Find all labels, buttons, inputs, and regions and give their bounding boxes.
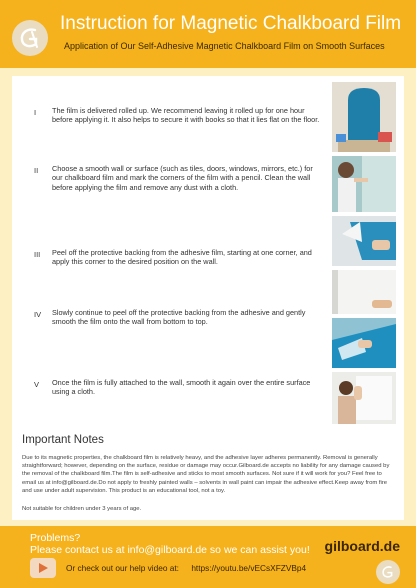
step-number: II xyxy=(34,166,39,175)
header-banner xyxy=(0,0,416,68)
instruction-card xyxy=(12,76,404,520)
rolled-film-photo xyxy=(332,82,396,152)
step-6-photo-row xyxy=(12,372,404,424)
step-3 xyxy=(12,216,404,266)
notes-age-warning: Not suitable for children under 3 years of age. xyxy=(22,506,142,512)
step-number: III xyxy=(34,250,41,259)
step-text: Choose a smooth wall or surface (such as tiles, doors, windows, mirrors, etc.) for our chalkboard film and mark the corners of the film with a pencil. Clean the wall before applying the film and remove any dust with a cloth. xyxy=(52,164,313,192)
video-link[interactable]: https://youtu.be/vECsXFZVBp4 xyxy=(191,563,307,573)
step-number: V xyxy=(34,380,40,389)
step-1 xyxy=(12,82,404,152)
step-text: The film is delivered rolled up. We recommend leaving it rolled up for one hour before applying it. It also helps to secure it with books so that it lies flat on the floor. xyxy=(52,106,320,125)
gilboard-mini-logo-icon xyxy=(376,560,400,584)
marking-wall-photo xyxy=(332,156,396,212)
peeling-corner-photo xyxy=(332,216,396,266)
step-text: Slowly continue to peel off the protective backing from the adhesive and gently smooth the film onto the wall from bottom to top. xyxy=(52,308,306,327)
step-number: I xyxy=(34,108,37,117)
step-text: Peel off the protective backing from the adhesive film, starting at one corner, and apply this corner to the desired position on the wall. xyxy=(52,248,312,267)
step-5 xyxy=(12,318,404,397)
video-label: Or check out our help video at: xyxy=(66,563,179,573)
finished-wall-photo xyxy=(332,372,396,424)
page-subtitle: Application of Our Self-Adhesive Magnetic Chalkboard Film on Smooth Surfaces xyxy=(64,41,385,51)
footer-banner xyxy=(0,526,416,588)
gilboard-logo-icon xyxy=(12,20,48,56)
notes-title: Important Notes xyxy=(22,434,104,446)
video-line xyxy=(66,563,306,573)
step-text: Once the film is fully attached to the wall, smooth it again over the entire surface using a cloth. xyxy=(52,378,311,397)
wiping-cloth-photo xyxy=(332,318,396,368)
step-4 xyxy=(12,270,404,327)
brand-name[interactable]: gilboard.de xyxy=(324,538,400,554)
problems-heading: Problems? xyxy=(30,532,81,544)
step-2 xyxy=(12,156,404,212)
step-number: IV xyxy=(34,310,42,319)
page-title: Instruction for Magnetic Chalkboard Film xyxy=(60,13,402,34)
notes-body: Due to its magnetic properties, the chalkboard film is relatively heavy, and the adhesive layer adheres permanently. Removal is generally straightforward; however, depending on the surface, residue or damage may occur.Gilboard.de accepts no liability for any damage caused by the removal of the chalkboard film.The film is self-adhesive and sticks to most smooth surfaces. Not sure if it will work for you? Feel free to email us at info@gilboard.de.Do not apply to freshly painted walls – solvents in wall paint can impair the adhesive effect.Keep away from fire and use under adult supervision. This product is an educational tool, not a toy. xyxy=(22,455,390,494)
smoothing-film-photo xyxy=(332,270,396,314)
contact-text: Please contact us at info@gilboard.de so we can assist you! xyxy=(30,544,310,556)
play-icon[interactable] xyxy=(30,558,56,578)
